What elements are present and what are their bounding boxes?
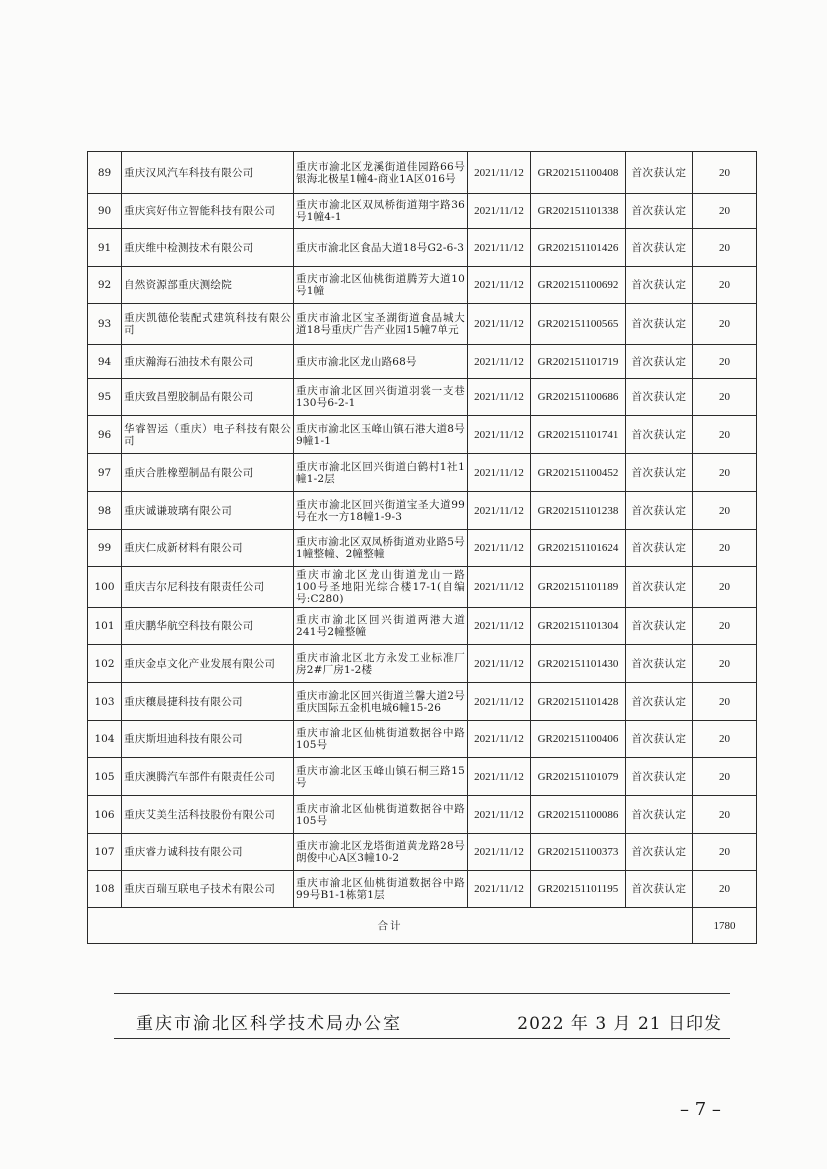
company-address: 重庆市渝北区龙溪街道佳园路66号银海北极星1幢4-商业1A区016号 bbox=[294, 152, 468, 194]
subsidy-amount: 20 bbox=[693, 834, 757, 871]
row-number: 90 bbox=[88, 194, 122, 229]
company-address: 重庆市渝北区龙山街道龙山一路100号圣地阳光综合楼17-1(自编号:C280) bbox=[294, 567, 468, 608]
recognition-type: 首次获认定 bbox=[626, 345, 693, 379]
approval-date: 2021/11/12 bbox=[468, 492, 531, 530]
approval-date: 2021/11/12 bbox=[468, 796, 531, 834]
company-name: 自然资源部重庆测绘院 bbox=[122, 267, 294, 304]
certificate-number: GR202151101338 bbox=[531, 194, 626, 229]
row-number: 105 bbox=[88, 758, 122, 796]
company-address: 重庆市渝北区玉峰山镇石桐三路15号 bbox=[294, 758, 468, 796]
table-row bbox=[88, 530, 757, 567]
recognition-type: 首次获认定 bbox=[626, 721, 693, 758]
row-number: 97 bbox=[88, 454, 122, 492]
approval-date: 2021/11/12 bbox=[468, 194, 531, 229]
subsidy-amount: 20 bbox=[693, 152, 757, 194]
company-name: 重庆致昌塑胶制品有限公司 bbox=[122, 379, 294, 416]
approval-date: 2021/11/12 bbox=[468, 379, 531, 416]
company-name: 重庆穰晨捷科技有限公司 bbox=[122, 683, 294, 721]
certificate-number: GR202151101741 bbox=[531, 416, 626, 454]
subsidy-amount: 20 bbox=[693, 194, 757, 229]
total-row bbox=[88, 908, 757, 944]
footer-bottom-rule bbox=[114, 1038, 730, 1039]
approval-date: 2021/11/12 bbox=[468, 683, 531, 721]
issuer-name: 重庆市渝北区科学技术局办公室 bbox=[136, 1014, 402, 1034]
row-number: 103 bbox=[88, 683, 122, 721]
approval-date: 2021/11/12 bbox=[468, 229, 531, 267]
subsidy-amount: 20 bbox=[693, 229, 757, 267]
recognition-type: 首次获认定 bbox=[626, 796, 693, 834]
company-name: 华睿智运（重庆）电子科技有限公司 bbox=[122, 416, 294, 454]
subsidy-amount: 20 bbox=[693, 683, 757, 721]
row-number: 96 bbox=[88, 416, 122, 454]
recognition-type: 首次获认定 bbox=[626, 834, 693, 871]
certificate-number: GR202151101238 bbox=[531, 492, 626, 530]
table-row bbox=[88, 645, 757, 683]
certificate-number: GR202151100086 bbox=[531, 796, 626, 834]
company-name: 重庆睿力诚科技有限公司 bbox=[122, 834, 294, 871]
subsidy-amount: 20 bbox=[693, 608, 757, 645]
print-date: 2022 年 3 月 21 日印发 bbox=[517, 1014, 722, 1034]
total-value: 1780 bbox=[693, 908, 757, 944]
company-address: 重庆市渝北区玉峰山镇石港大道8号9幢1-1 bbox=[294, 416, 468, 454]
table-row bbox=[88, 304, 757, 345]
company-address: 重庆市渝北区龙塔街道黄龙路28号朗俊中心A区3幢10-2 bbox=[294, 834, 468, 871]
recognition-type: 首次获认定 bbox=[626, 871, 693, 908]
certificate-number: GR202151100452 bbox=[531, 454, 626, 492]
subsidy-amount: 20 bbox=[693, 345, 757, 379]
company-address: 重庆市渝北区宝圣湖街道食品城大道18号重庆广告产业园15幢7单元 bbox=[294, 304, 468, 345]
subsidy-amount: 20 bbox=[693, 267, 757, 304]
row-number: 91 bbox=[88, 229, 122, 267]
approval-date: 2021/11/12 bbox=[468, 721, 531, 758]
table-body bbox=[88, 152, 757, 908]
approval-date: 2021/11/12 bbox=[468, 454, 531, 492]
subsidy-amount: 20 bbox=[693, 379, 757, 416]
company-name: 重庆吉尔尼科技有限责任公司 bbox=[122, 567, 294, 608]
approval-date: 2021/11/12 bbox=[468, 871, 531, 908]
subsidy-amount: 20 bbox=[693, 567, 757, 608]
table-row bbox=[88, 834, 757, 871]
table-row bbox=[88, 379, 757, 416]
recognition-type: 首次获认定 bbox=[626, 304, 693, 345]
table-row bbox=[88, 454, 757, 492]
recognition-type: 首次获认定 bbox=[626, 194, 693, 229]
table-row bbox=[88, 152, 757, 194]
subsidy-amount: 20 bbox=[693, 645, 757, 683]
certificate-number: GR202151101189 bbox=[531, 567, 626, 608]
table-row bbox=[88, 416, 757, 454]
recognition-type: 首次获认定 bbox=[626, 530, 693, 567]
row-number: 100 bbox=[88, 567, 122, 608]
certificate-number: GR202151100692 bbox=[531, 267, 626, 304]
company-address: 重庆市渝北区北方永发工业标准厂房2#厂房1-2楼 bbox=[294, 645, 468, 683]
company-name: 重庆澳腾汽车部件有限责任公司 bbox=[122, 758, 294, 796]
subsidy-amount: 20 bbox=[693, 530, 757, 567]
approval-date: 2021/11/12 bbox=[468, 267, 531, 304]
company-address: 重庆市渝北区回兴街道两港大道241号2幢整幢 bbox=[294, 608, 468, 645]
subsidy-amount: 20 bbox=[693, 871, 757, 908]
company-address: 重庆市渝北区回兴街道兰馨大道2号重庆国际五金机电城6幢15-26 bbox=[294, 683, 468, 721]
company-name: 重庆仁成新材料有限公司 bbox=[122, 530, 294, 567]
recognition-type: 首次获认定 bbox=[626, 379, 693, 416]
certificate-number: GR202151100373 bbox=[531, 834, 626, 871]
row-number: 98 bbox=[88, 492, 122, 530]
table-row bbox=[88, 608, 757, 645]
recognition-type: 首次获认定 bbox=[626, 267, 693, 304]
subsidy-amount: 20 bbox=[693, 721, 757, 758]
company-name: 重庆凯德伦装配式建筑科技有限公司 bbox=[122, 304, 294, 345]
certificate-number: GR202151101624 bbox=[531, 530, 626, 567]
recognition-type: 首次获认定 bbox=[626, 567, 693, 608]
certificate-number: GR202151101079 bbox=[531, 758, 626, 796]
recognition-type: 首次获认定 bbox=[626, 152, 693, 194]
subsidy-amount: 20 bbox=[693, 416, 757, 454]
table-row bbox=[88, 758, 757, 796]
recognition-type: 首次获认定 bbox=[626, 454, 693, 492]
certificate-number: GR202151101195 bbox=[531, 871, 626, 908]
company-address: 重庆市渝北区仙桃街道数据谷中路105号 bbox=[294, 721, 468, 758]
recognition-type: 首次获认定 bbox=[626, 645, 693, 683]
table-row bbox=[88, 567, 757, 608]
approval-date: 2021/11/12 bbox=[468, 758, 531, 796]
table-row bbox=[88, 267, 757, 304]
subsidy-amount: 20 bbox=[693, 304, 757, 345]
approval-date: 2021/11/12 bbox=[468, 345, 531, 379]
certificate-number: GR202151101426 bbox=[531, 229, 626, 267]
row-number: 104 bbox=[88, 721, 122, 758]
certificate-number: GR202151100565 bbox=[531, 304, 626, 345]
row-number: 106 bbox=[88, 796, 122, 834]
table-row bbox=[88, 492, 757, 530]
company-address: 重庆市渝北区仙桃街道数据谷中路99号B1-1栋第1层 bbox=[294, 871, 468, 908]
recognition-type: 首次获认定 bbox=[626, 416, 693, 454]
table-row bbox=[88, 683, 757, 721]
subsidy-amount: 20 bbox=[693, 758, 757, 796]
row-number: 92 bbox=[88, 267, 122, 304]
company-address: 重庆市渝北区回兴街道宝圣大道99号在水一方18幢1-9-3 bbox=[294, 492, 468, 530]
company-name: 重庆鹏华航空科技有限公司 bbox=[122, 608, 294, 645]
certificate-number: GR202151101428 bbox=[531, 683, 626, 721]
recognition-type: 首次获认定 bbox=[626, 608, 693, 645]
row-number: 101 bbox=[88, 608, 122, 645]
row-number: 89 bbox=[88, 152, 122, 194]
company-address: 重庆市渝北区双凤桥街道劝业路5号1幢整幢、2幢整幢 bbox=[294, 530, 468, 567]
row-number: 95 bbox=[88, 379, 122, 416]
company-name: 重庆百瑞互联电子技术有限公司 bbox=[122, 871, 294, 908]
approval-date: 2021/11/12 bbox=[468, 567, 531, 608]
subsidy-amount: 20 bbox=[693, 796, 757, 834]
approval-date: 2021/11/12 bbox=[468, 645, 531, 683]
company-address: 重庆市渝北区回兴街道羽裳一支巷130号6-2-1 bbox=[294, 379, 468, 416]
company-name: 重庆合胜橡塑制品有限公司 bbox=[122, 454, 294, 492]
table-row bbox=[88, 721, 757, 758]
recognition-type: 首次获认定 bbox=[626, 758, 693, 796]
approval-date: 2021/11/12 bbox=[468, 834, 531, 871]
recognition-type: 首次获认定 bbox=[626, 229, 693, 267]
subsidy-amount: 20 bbox=[693, 492, 757, 530]
row-number: 93 bbox=[88, 304, 122, 345]
company-name: 重庆维中检测技术有限公司 bbox=[122, 229, 294, 267]
company-name: 重庆金卓文化产业发展有限公司 bbox=[122, 645, 294, 683]
footer-top-rule bbox=[114, 993, 730, 994]
certificate-number: GR202151101430 bbox=[531, 645, 626, 683]
row-number: 107 bbox=[88, 834, 122, 871]
row-number: 102 bbox=[88, 645, 122, 683]
company-name: 重庆斯坦迪科技有限公司 bbox=[122, 721, 294, 758]
row-number: 99 bbox=[88, 530, 122, 567]
approval-date: 2021/11/12 bbox=[468, 608, 531, 645]
row-number: 94 bbox=[88, 345, 122, 379]
company-name: 重庆宾好伟立智能科技有限公司 bbox=[122, 194, 294, 229]
row-number: 108 bbox=[88, 871, 122, 908]
company-address: 重庆市渝北区龙山路68号 bbox=[294, 345, 468, 379]
company-address: 重庆市渝北区双凤桥街道翔宇路36号1幢4-1 bbox=[294, 194, 468, 229]
subsidy-table bbox=[87, 151, 757, 944]
table-row bbox=[88, 194, 757, 229]
table-row bbox=[88, 796, 757, 834]
company-address: 重庆市渝北区仙桃街道数据谷中路105号 bbox=[294, 796, 468, 834]
table-row bbox=[88, 229, 757, 267]
total-label: 合计 bbox=[88, 908, 693, 944]
table-row bbox=[88, 345, 757, 379]
approval-date: 2021/11/12 bbox=[468, 416, 531, 454]
approval-date: 2021/11/12 bbox=[468, 530, 531, 567]
certificate-number: GR202151101719 bbox=[531, 345, 626, 379]
approval-date: 2021/11/12 bbox=[468, 304, 531, 345]
table-row bbox=[88, 871, 757, 908]
certificate-number: GR202151100408 bbox=[531, 152, 626, 194]
company-name: 重庆汉风汽车科技有限公司 bbox=[122, 152, 294, 194]
company-name: 重庆艾美生活科技股份有限公司 bbox=[122, 796, 294, 834]
approval-date: 2021/11/12 bbox=[468, 152, 531, 194]
certificate-number: GR202151101304 bbox=[531, 608, 626, 645]
company-address: 重庆市渝北区回兴街道白鹤村1社1幢1-2层 bbox=[294, 454, 468, 492]
recognition-type: 首次获认定 bbox=[626, 683, 693, 721]
page-number: – 7 – bbox=[680, 1099, 721, 1120]
certificate-number: GR202151100406 bbox=[531, 721, 626, 758]
recognition-type: 首次获认定 bbox=[626, 492, 693, 530]
company-address: 重庆市渝北区食品大道18号G2-6-3 bbox=[294, 229, 468, 267]
certificate-number: GR202151100686 bbox=[531, 379, 626, 416]
company-address: 重庆市渝北区仙桃街道腾芳大道10号1幢 bbox=[294, 267, 468, 304]
subsidy-amount: 20 bbox=[693, 454, 757, 492]
company-name: 重庆诚谦玻璃有限公司 bbox=[122, 492, 294, 530]
company-name: 重庆瀚海石油技术有限公司 bbox=[122, 345, 294, 379]
